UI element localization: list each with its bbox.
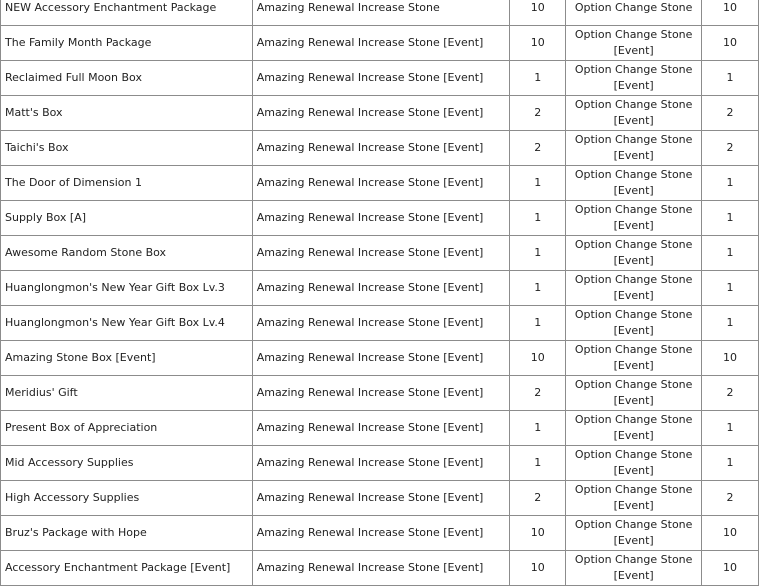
table-row [1, 131, 759, 166]
table-row [1, 341, 759, 376]
reward-qty-cell: 10 [702, 341, 759, 376]
reward-qty-cell: 10 [702, 0, 759, 26]
reward-qty-cell: 10 [702, 551, 759, 586]
material-cell: Amazing Renewal Increase Stone [Event] [252, 166, 510, 201]
material-cell: Amazing Renewal Increase Stone [Event] [252, 201, 510, 236]
reward-qty-cell: 10 [702, 26, 759, 61]
reward-cell: Option Change Stone [Event] [566, 166, 702, 201]
reward-qty-cell: 1 [702, 446, 759, 481]
material-cell: Amazing Renewal Increase Stone [Event] [252, 236, 510, 271]
reward-cell: Option Change Stone [Event] [566, 96, 702, 131]
material-cell: Amazing Renewal Increase Stone [252, 0, 510, 26]
table-row [1, 166, 759, 201]
reward-cell: Option Change Stone [Event] [566, 236, 702, 271]
reward-qty-cell: 1 [702, 61, 759, 96]
table-row [1, 551, 759, 586]
material-qty-cell: 1 [510, 271, 566, 306]
table-row [1, 96, 759, 131]
material-cell: Amazing Renewal Increase Stone [Event] [252, 131, 510, 166]
box-name-cell: Meridius' Gift [1, 376, 253, 411]
material-qty-cell: 1 [510, 306, 566, 341]
reward-cell: Option Change Stone [Event] [566, 516, 702, 551]
material-qty-cell: 1 [510, 61, 566, 96]
material-qty-cell: 2 [510, 96, 566, 131]
reward-cell: Option Change Stone [Event] [566, 201, 702, 236]
box-name-cell: Amazing Stone Box [Event] [1, 341, 253, 376]
material-cell: Amazing Renewal Increase Stone [Event] [252, 516, 510, 551]
reward-cell: Option Change Stone [Event] [566, 131, 702, 166]
reward-cell: Option Change Stone [Event] [566, 411, 702, 446]
reward-qty-cell: 1 [702, 411, 759, 446]
box-name-cell: Awesome Random Stone Box [1, 236, 253, 271]
reward-cell: Option Change Stone [Event] [566, 446, 702, 481]
box-name-cell: High Accessory Supplies [1, 481, 253, 516]
box-name-cell: Mid Accessory Supplies [1, 446, 253, 481]
material-cell: Amazing Renewal Increase Stone [Event] [252, 26, 510, 61]
material-cell: Amazing Renewal Increase Stone [Event] [252, 96, 510, 131]
reward-qty-cell: 1 [702, 236, 759, 271]
reward-cell: Option Change Stone [Event] [566, 341, 702, 376]
table-row [1, 201, 759, 236]
reward-qty-cell: 1 [702, 306, 759, 341]
table-row [1, 26, 759, 61]
reward-qty-cell: 2 [702, 376, 759, 411]
material-qty-cell: 1 [510, 236, 566, 271]
reward-qty-cell: 2 [702, 481, 759, 516]
reward-cell: Option Change Stone [Event] [566, 481, 702, 516]
material-qty-cell: 10 [510, 516, 566, 551]
box-name-cell: Huanglongmon's New Year Gift Box Lv.4 [1, 306, 253, 341]
box-name-cell: The Family Month Package [1, 26, 253, 61]
material-qty-cell: 10 [510, 551, 566, 586]
box-name-cell: Bruz's Package with Hope [1, 516, 253, 551]
table-row [1, 236, 759, 271]
reward-cell: Option Change Stone [Event] [566, 26, 702, 61]
material-qty-cell: 10 [510, 341, 566, 376]
reward-cell: Option Change Stone [Event] [566, 306, 702, 341]
material-qty-cell: 1 [510, 166, 566, 201]
box-name-cell: The Door of Dimension 1 [1, 166, 253, 201]
reward-qty-cell: 1 [702, 201, 759, 236]
reward-qty-cell: 1 [702, 166, 759, 201]
table-row [1, 446, 759, 481]
material-cell: Amazing Renewal Increase Stone [Event] [252, 376, 510, 411]
material-qty-cell: 10 [510, 26, 566, 61]
material-cell: Amazing Renewal Increase Stone [Event] [252, 481, 510, 516]
table-row [1, 271, 759, 306]
material-cell: Amazing Renewal Increase Stone [Event] [252, 271, 510, 306]
box-name-cell: Huanglongmon's New Year Gift Box Lv.3 [1, 271, 253, 306]
material-cell: Amazing Renewal Increase Stone [Event] [252, 306, 510, 341]
table-row [1, 481, 759, 516]
material-qty-cell: 1 [510, 446, 566, 481]
material-cell: Amazing Renewal Increase Stone [Event] [252, 341, 510, 376]
material-cell: Amazing Renewal Increase Stone [Event] [252, 446, 510, 481]
box-name-cell: Accessory Enchantment Package [Event] [1, 551, 253, 586]
material-qty-cell: 10 [510, 0, 566, 26]
material-qty-cell: 2 [510, 376, 566, 411]
material-qty-cell: 2 [510, 131, 566, 166]
reward-cell: Option Change Stone [Event] [566, 61, 702, 96]
table-row [1, 516, 759, 551]
reward-qty-cell: 1 [702, 271, 759, 306]
table-row [1, 411, 759, 446]
box-name-cell: Present Box of Appreciation [1, 411, 253, 446]
material-cell: Amazing Renewal Increase Stone [Event] [252, 411, 510, 446]
reward-qty-cell: 2 [702, 131, 759, 166]
reward-qty-cell: 10 [702, 516, 759, 551]
reward-cell: Option Change Stone [Event] [566, 271, 702, 306]
box-name-cell: Taichi's Box [1, 131, 253, 166]
table-row [1, 306, 759, 341]
table-row [1, 61, 759, 96]
table-row [1, 376, 759, 411]
material-qty-cell: 1 [510, 201, 566, 236]
material-cell: Amazing Renewal Increase Stone [Event] [252, 551, 510, 586]
reward-cell: Option Change Stone [566, 0, 702, 26]
reward-cell: Option Change Stone [Event] [566, 551, 702, 586]
box-name-cell: Matt's Box [1, 96, 253, 131]
material-qty-cell: 1 [510, 411, 566, 446]
reward-qty-cell: 2 [702, 96, 759, 131]
box-name-cell: Supply Box [A] [1, 201, 253, 236]
table-row [1, 0, 759, 26]
box-name-cell: Reclaimed Full Moon Box [1, 61, 253, 96]
box-name-cell: NEW Accessory Enchantment Package [1, 0, 253, 26]
items-table-body [1, 0, 759, 586]
material-cell: Amazing Renewal Increase Stone [Event] [252, 61, 510, 96]
reward-cell: Option Change Stone [Event] [566, 376, 702, 411]
material-qty-cell: 2 [510, 481, 566, 516]
